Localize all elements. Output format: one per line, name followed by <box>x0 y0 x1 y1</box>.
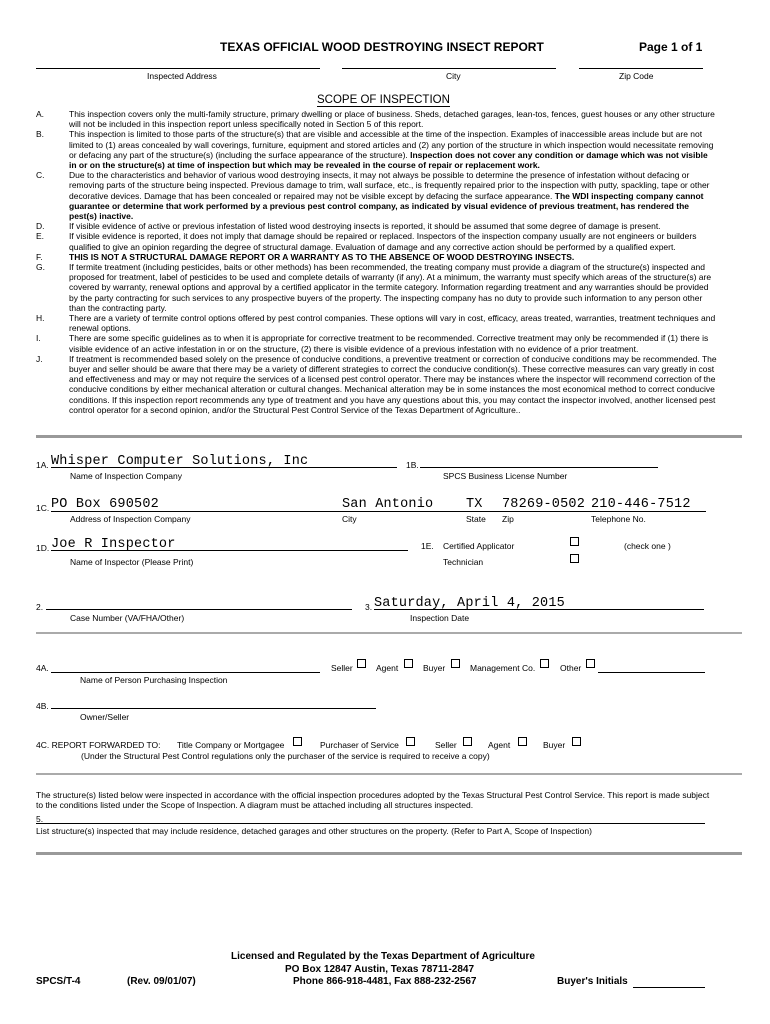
scope-item-line: than the contracting party. <box>69 302 167 313</box>
field-3-number: 3. <box>365 602 373 612</box>
scope-item-line: qualified to give an opinion regarding the degree of structural damage. Evaluation of damage and any corrective action should be performed by a qualified expert. <box>69 241 676 252</box>
scope-item-line: limited to (1) areas concealed by wall coverings, furniture, equipment and stored articles and (2) any portion of the structure in which inspection would necessitate removing <box>69 139 714 150</box>
forward-seller-checkbox[interactable] <box>463 737 472 746</box>
scope-item-line: If termite treatment (including pesticides, baits or other methods) has been recommended, the treating company must provide a diagram of the structure(s) inspected and <box>69 262 705 272</box>
scope-item-letter: E. <box>36 231 45 242</box>
zip-label: Zip Code <box>619 71 654 81</box>
license-label: SPCS Business License Number <box>443 471 568 481</box>
scope-item-line: decorative devices. Damage that has been concealed or repaired may not be visible except by defacing the surface appearance. The WDI inspecting company cannot <box>69 190 704 201</box>
technician-checkbox[interactable] <box>570 554 579 563</box>
company-phone-label: Telephone No. <box>591 514 646 524</box>
other-line[interactable] <box>598 672 705 673</box>
divider-mid <box>36 632 742 634</box>
scope-item-letter: J. <box>36 353 43 364</box>
scope-item-line: This inspection covers only the multi-family structure, primary dwelling or place of business. Sheds, detached garages, lean-tos, fences, guest houses or any other structure <box>69 109 715 119</box>
footer-address: PO Box 12847 Austin, Texas 78711-2847 <box>285 964 474 975</box>
scope-item-line: covered by warranty, renewal options and approval by a certified applicator in the termite category. Information regarding treatment and any warranties should be provided <box>69 282 709 293</box>
footer-phone: Phone 866-918-4481, Fax 888-232-2567 <box>293 976 477 987</box>
scope-heading-underline <box>317 106 450 107</box>
inspection-date-value[interactable]: Saturday, April 4, 2015 <box>374 596 565 611</box>
scope-item-line: removing parts of the structure being inspected. Previous damage to trim, wall surface, etc., is frequently repaired prior to the inspection with putty, spackling, tape or other <box>69 180 710 191</box>
company-name-label: Name of Inspection Company <box>70 471 182 481</box>
page-number: Page 1 of 1 <box>639 40 703 54</box>
case-number-line[interactable] <box>46 609 352 610</box>
field-4b-number: 4B. <box>36 701 49 711</box>
scope-item-letter: H. <box>36 313 45 323</box>
scope-item-line: If visible evidence is reported, it does not imply that damage should be repaired or replaced. Inspectors of the inspection company usually are not engineers or builders <box>69 231 697 242</box>
scope-item-text <box>69 231 734 251</box>
seller-checkbox[interactable] <box>357 659 366 668</box>
management-co-label: Management Co. <box>470 663 536 673</box>
scope-item-line: will not be included in this inspection report unless specifically noted in Section 5 of this report. <box>69 119 424 130</box>
address-line[interactable] <box>36 68 320 69</box>
scope-item-line: If visible evidence of active or previous infestation of listed wood destroying insects is reported, it should be assumed that some degree of damage is present. <box>69 221 661 232</box>
agent-label: Agent <box>376 663 399 673</box>
scope-item-line: THIS IS NOT A STRUCTURAL DAMAGE REPORT OR A WARRANTY AS TO THE ABSENCE OF WOOD DESTROYING INSECTS. <box>69 251 575 262</box>
buyer-checkbox[interactable] <box>451 659 460 668</box>
scope-item-line: If treatment is recommended based solely on the presence of conducive conditions, a preventive treatment or correction of conducive conditions may be recommended. The <box>69 353 717 364</box>
scope-item-line: There are some specific guidelines as to when it is appropriate for corrective treatment to be recommended. Corrective treatment may only be recommended if (1) there is <box>69 333 709 344</box>
scope-item-line: renewal options. <box>69 323 131 334</box>
purchaser-service-label: Purchaser of Service <box>320 740 399 750</box>
structures-paragraph-line-1: The structure(s) listed below were inspected in accordance with the official inspection procedures adopted by the Texas Structural Pest Control Service. This report is made subject <box>36 790 710 800</box>
company-address-value[interactable]: PO Box 690502 <box>51 497 159 512</box>
scope-item-line: Due to the characteristics and behavior of various wood destroying insects, it may not always be possible to determine the presence of infestation without defacing or <box>69 170 690 181</box>
scope-item-line: in or on the structure(s) at time of inspection but which may be revealed in the course of repair or replacement work. <box>69 160 540 170</box>
forward-note: (Under the Structural Pest Control regulations only the purchaser of the service is required to receive a copy) <box>81 751 490 761</box>
field-5-number: 5. <box>36 814 44 824</box>
structures-paragraph <box>36 790 746 810</box>
scope-item-line: proposed for treatment, label of pesticides to be used and complete details of warranty (if any). At a minimum, the warranty must specify which areas of the structure(s) are <box>69 272 712 283</box>
certified-applicator-label: Certified Applicator <box>443 541 515 551</box>
divider-bottom <box>36 852 742 855</box>
scope-item-line: control operator for a second opinion, and/or the Structural Pest Control Service of the Texas Department of Agriculture.. <box>69 404 521 415</box>
company-name-line <box>51 467 397 468</box>
structures-line[interactable] <box>36 823 705 824</box>
scope-item-line: This inspection is limited to those parts of the structure(s) that are visible and accessible at the time of the inspection. Examples of inaccessible areas include but are not <box>69 129 703 140</box>
company-address-line <box>51 511 706 512</box>
company-state-value[interactable]: TX <box>466 497 483 512</box>
scope-item-text <box>69 129 734 170</box>
inspector-name-line <box>51 550 408 551</box>
buyers-initials-line[interactable] <box>633 987 705 988</box>
scope-heading: SCOPE OF INSPECTION <box>317 94 450 106</box>
buyers-initials-label: Buyer's Initials <box>557 976 628 987</box>
divider-lower <box>36 773 742 775</box>
owner-seller-label: Owner/Seller <box>80 712 130 722</box>
structures-paragraph-line-2: to the conditions listed under the Scope of Inspection. A diagram must be attached including all structures inspected. <box>36 800 474 811</box>
divider-top <box>36 435 742 438</box>
company-zip-label: Zip <box>502 514 514 524</box>
purchaser-name-label: Name of Person Purchasing Inspection <box>80 675 228 685</box>
scope-item-line: buyer and seller should be aware that there may be a variety of different strategies to correct the conducive condition(s). These corrective measures can vary greatly in cost <box>69 364 715 374</box>
scope-item-line: or defacing any part of the structure(s) (including the surface appearance of the structure). Inspection does not cover any condition or damage which was not visible <box>69 149 708 160</box>
scope-item-line: and effectiveness and may or may not require the services of a licensed pest control operator. There may be instances where the inspector will recommend correction of the <box>69 374 716 385</box>
scope-item-letter: F. <box>36 251 43 262</box>
company-name-value[interactable]: Whisper Computer Solutions, Inc <box>51 454 309 469</box>
report-title: TEXAS OFFICIAL WOOD DESTROYING INSECT REPORT <box>220 40 544 54</box>
scope-item-line: by the party contracting for such services to any prospective buyers of the property. The inspecting company has no duty to provide such information to any person other <box>69 292 703 303</box>
company-phone-value[interactable]: 210-446-7512 <box>591 497 691 512</box>
scope-item-text <box>69 313 734 333</box>
scope-item-text <box>69 333 734 353</box>
company-state-label: State <box>466 514 486 524</box>
scope-item-letter: D. <box>36 221 45 232</box>
inspection-date-line <box>374 609 704 610</box>
scope-item-text <box>69 170 734 221</box>
company-zip-value[interactable]: 78269-0502 <box>502 497 586 512</box>
field-1e-number: 1E. <box>421 541 434 551</box>
other-label: Other <box>560 663 582 673</box>
agent-checkbox[interactable] <box>404 659 413 668</box>
seller-label: Seller <box>331 663 353 673</box>
purchaser-service-checkbox[interactable] <box>406 737 415 746</box>
other-checkbox[interactable] <box>586 659 595 668</box>
technician-label: Technician <box>443 557 484 567</box>
scope-item-letter: A. <box>36 109 45 119</box>
scope-item-line: visible evidence of an active infestation in or on the structure, (2) there is visible evidence of a previous infestation with no evidence of a prior treatment. <box>69 343 639 354</box>
scope-item-text <box>69 252 734 262</box>
scope-item-line: There are a variety of termite control options offered by pest control companies. These options will vary in cost, efficacy, areas treated, warranties, treatment techniques and <box>69 313 716 323</box>
company-city-label: City <box>342 514 357 524</box>
forward-agent-label: Agent <box>488 740 511 750</box>
title-company-label: Title Company or Mortgagee <box>177 740 285 750</box>
forward-buyer-checkbox[interactable] <box>572 737 581 746</box>
buyer-label: Buyer <box>423 663 446 673</box>
scope-item-text <box>69 262 734 313</box>
city-label: City <box>446 71 461 81</box>
field-4a-number: 4A. <box>36 663 49 673</box>
form-revision: (Rev. 09/01/07) <box>127 976 196 987</box>
scope-item-letter: G. <box>36 262 45 272</box>
field-1c-number: 1C. <box>36 503 50 513</box>
scope-item-text <box>69 221 734 231</box>
scope-item-text <box>69 109 734 129</box>
field-1b-number: 1B. <box>406 460 419 470</box>
scope-item-text <box>69 354 734 415</box>
structures-list-label: List structure(s) inspected that may include residence, detached garages and other structures on the property. (Refer to Part A, Scope of Inspection) <box>36 826 592 836</box>
company-address-label: Address of Inspection Company <box>70 514 191 524</box>
certified-applicator-checkbox[interactable] <box>570 537 579 546</box>
field-1d-number: 1D. <box>36 543 50 553</box>
field-2-number: 2. <box>36 602 44 612</box>
forward-buyer-label: Buyer <box>543 740 566 750</box>
management-co-checkbox[interactable] <box>540 659 549 668</box>
case-number-label: Case Number (VA/FHA/Other) <box>70 613 185 623</box>
inspection-date-label: Inspection Date <box>410 613 470 623</box>
footer-regulator: Licensed and Regulated by the Texas Department of Agriculture <box>231 951 535 962</box>
report-forwarded-label: 4C. REPORT FORWARDED TO: <box>36 740 161 750</box>
purchaser-name-line[interactable] <box>51 672 320 673</box>
check-one-label: (check one ) <box>624 541 671 551</box>
scope-item-line: guarantee or determine that work performed by a previous pest control company, as indicated by visual evidence of previous treatment, has rendered the <box>69 200 690 211</box>
form-id: SPCS/T-4 <box>36 976 81 987</box>
inspector-name-value[interactable]: Joe R Inspector <box>51 537 176 552</box>
license-line[interactable] <box>420 467 658 468</box>
address-label: Inspected Address <box>147 71 217 81</box>
scope-item-letter: C. <box>36 170 45 181</box>
inspector-name-label: Name of Inspector (Please Print) <box>70 557 194 567</box>
scope-item-letter: B. <box>36 129 45 140</box>
forward-agent-checkbox[interactable] <box>518 737 527 746</box>
city-line[interactable] <box>342 68 556 69</box>
zip-line[interactable] <box>579 68 703 69</box>
forward-seller-label: Seller <box>435 740 457 750</box>
scope-item-line: conducive conditions by either mechanical alteration or cultural changes. Mechanical alteration may be in some instances the most economical method to correct conducive <box>69 384 715 395</box>
title-company-checkbox[interactable] <box>293 737 302 746</box>
scope-item-line: conditions. If this inspection report recommends any type of treatment and you have any questions about this, you may contact the inspector involved, another licensed pest <box>69 394 716 405</box>
scope-item-letter: I. <box>36 333 41 344</box>
owner-seller-line[interactable] <box>51 708 376 709</box>
scope-item-line: pest(s) inactive. <box>69 211 134 221</box>
company-city-value[interactable]: San Antonio <box>342 497 434 512</box>
field-1a-number: 1A. <box>36 460 49 470</box>
